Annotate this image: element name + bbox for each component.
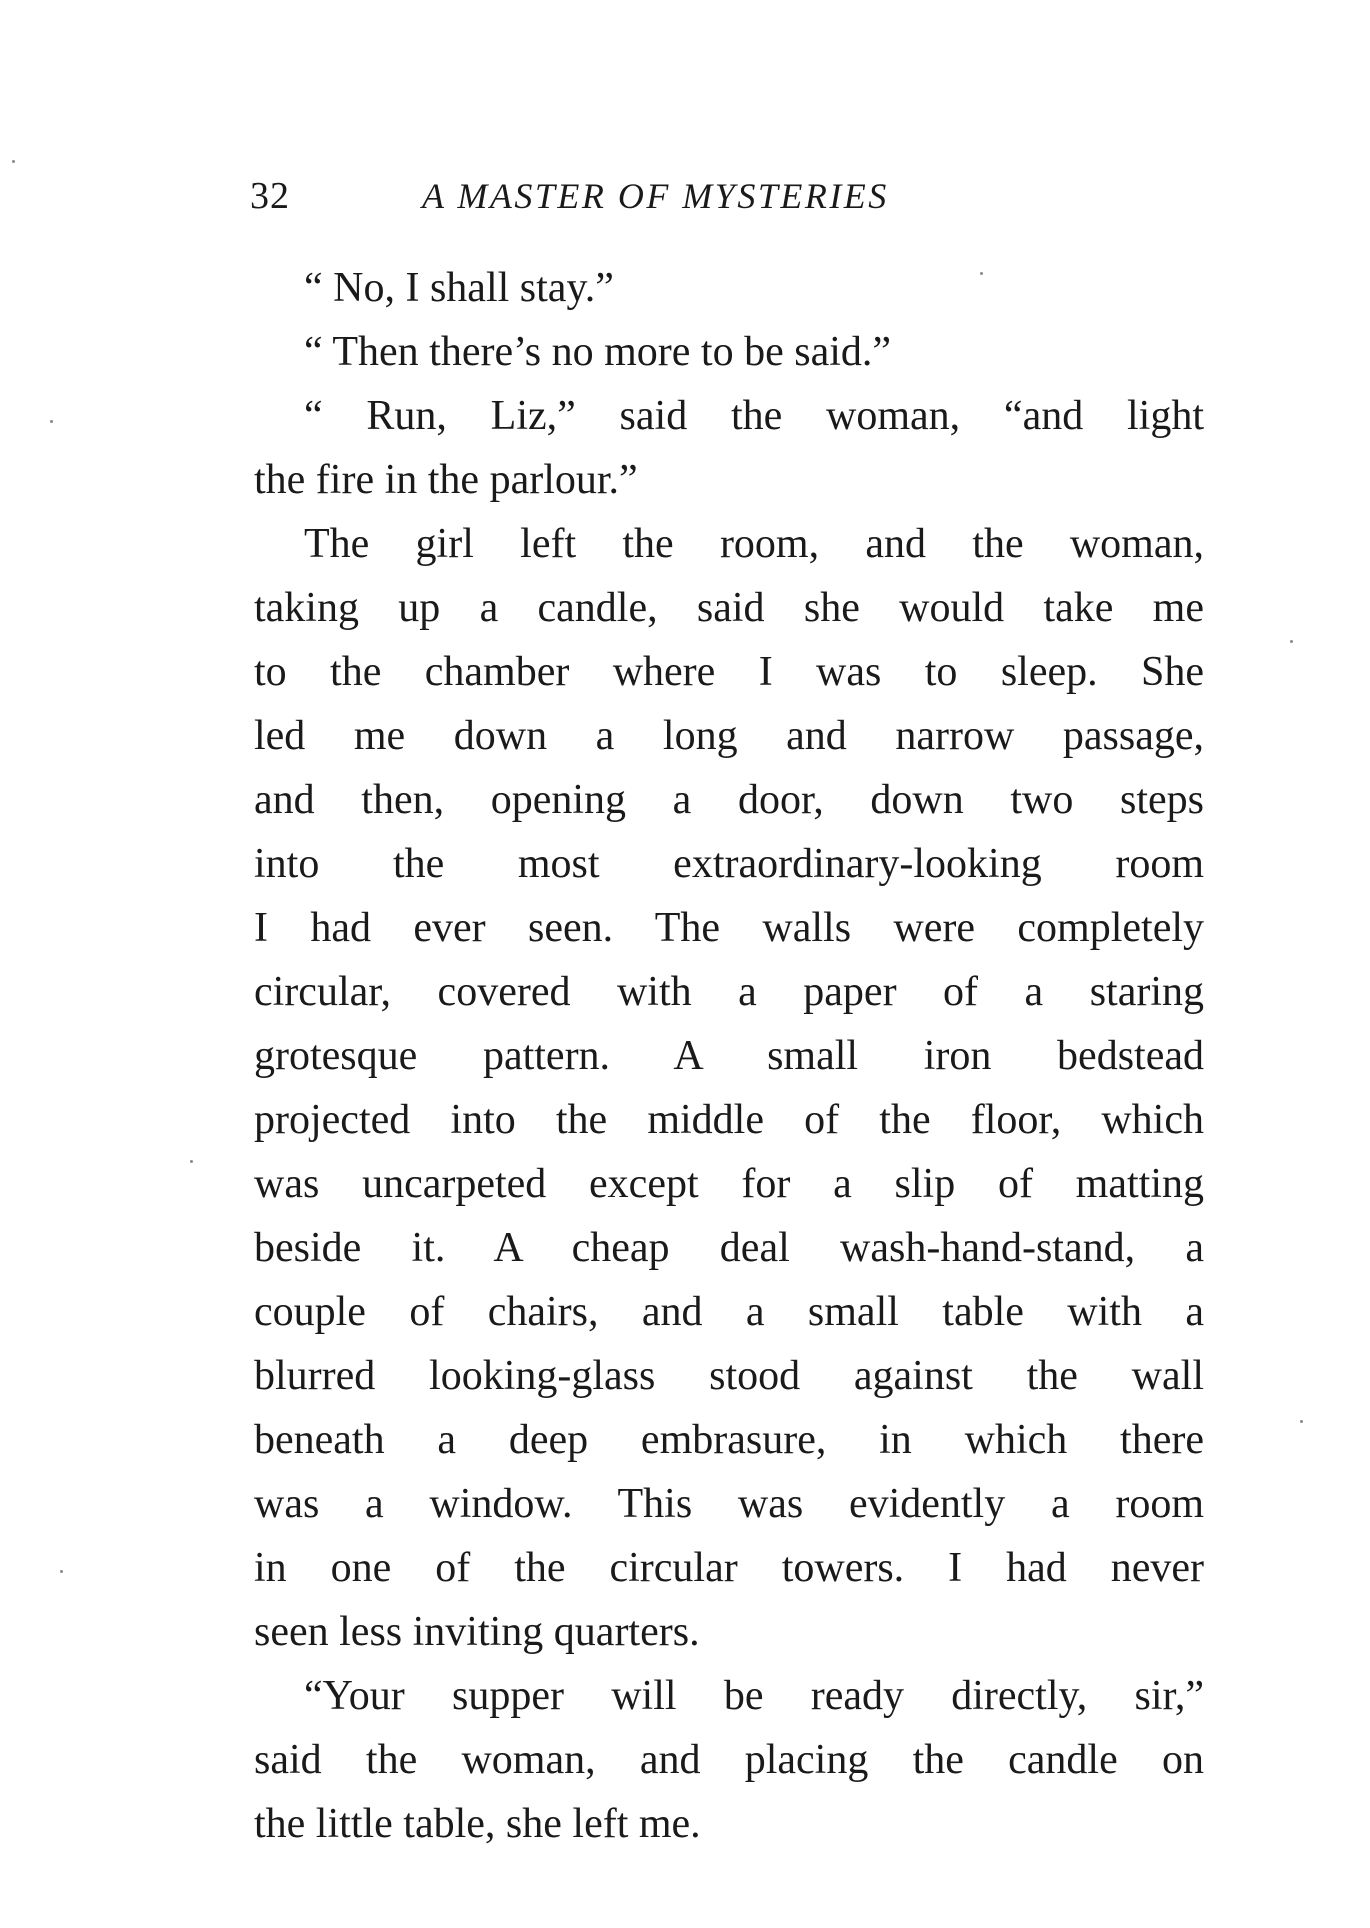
text-line: “ Then there’s no more to be said.” <box>304 329 892 375</box>
text-line: seen less inviting quarters. <box>254 1609 700 1655</box>
page-number: 32 <box>250 175 290 217</box>
text-line: the fire in the parlour.” <box>254 457 638 503</box>
text-line: was uncarpeted except for a slip of matting <box>254 1161 1204 1207</box>
text-line: I had ever seen. The walls were completely <box>254 905 1204 951</box>
paper-speck <box>60 1570 63 1573</box>
text-line: and then, opening a door, down two steps <box>254 777 1204 823</box>
body-text <box>254 256 1204 1856</box>
text-line: the little table, she left me. <box>254 1801 701 1847</box>
text-line: taking up a candle, said she would take me <box>254 585 1204 631</box>
paper-speck <box>980 272 983 275</box>
text-line: grotesque pattern. A small iron bedstead <box>254 1033 1204 1079</box>
text-line: beneath a deep embrasure, in which there <box>254 1417 1204 1463</box>
paper-speck <box>1290 640 1293 643</box>
running-title: A MASTER OF MYSTERIES <box>422 176 889 216</box>
text-line: “Your supper will be ready directly, sir,” <box>304 1673 1204 1719</box>
paper-speck <box>1300 1420 1303 1423</box>
text-line: said the woman, and placing the candle on <box>254 1737 1204 1783</box>
text-line: led me down a long and narrow passage, <box>254 713 1204 759</box>
text-line: into the most extraordinary-looking room <box>254 841 1204 887</box>
text-line: beside it. A cheap deal wash-hand-stand, a <box>254 1225 1204 1271</box>
paper-speck <box>190 1160 193 1163</box>
text-line: blurred looking-glass stood against the wall <box>254 1353 1204 1399</box>
paper-speck <box>50 420 53 423</box>
text-line: to the chamber where I was to sleep. She <box>254 649 1204 695</box>
text-line: “ No, I shall stay.” <box>304 265 614 311</box>
text-line: was a window. This was evidently a room <box>254 1481 1204 1527</box>
text-line: “ Run, Liz,” said the woman, “and light <box>304 393 1204 439</box>
text-line: in one of the circular towers. I had never <box>254 1545 1204 1591</box>
paper-speck <box>12 160 15 163</box>
running-head <box>250 168 1210 224</box>
text-line: The girl left the room, and the woman, <box>304 521 1204 567</box>
text-line: circular, covered with a paper of a staring <box>254 969 1204 1015</box>
text-line: couple of chairs, and a small table with a <box>254 1289 1204 1335</box>
text-line: projected into the middle of the floor, which <box>254 1097 1204 1143</box>
